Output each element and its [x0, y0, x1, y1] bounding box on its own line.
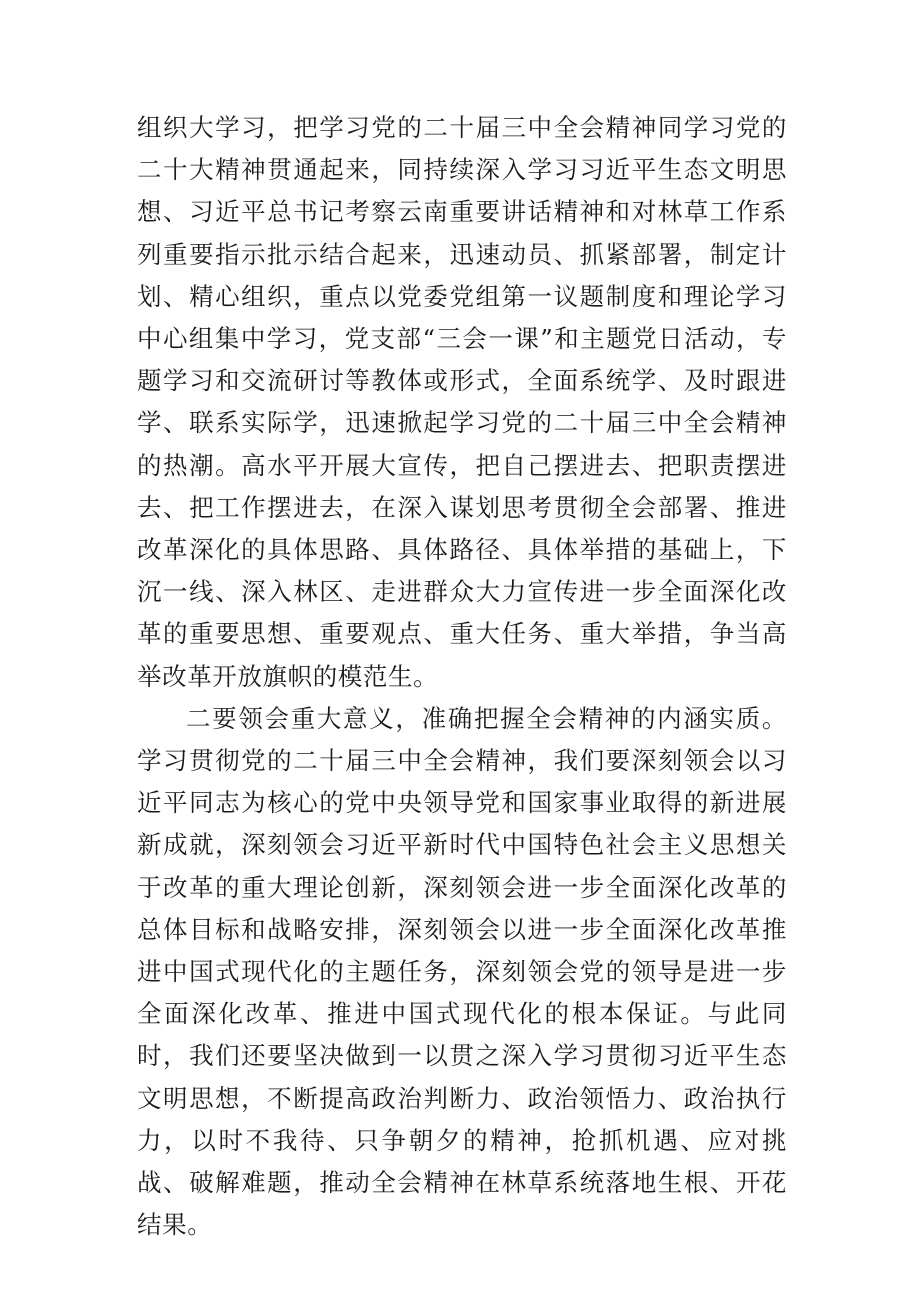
- paragraph-continuation: 组织大学习，把学习党的二十届三中全会精神同学习党的二十大精神贯通起来，同持续深入学习习近平生态文明思想、习近平总书记考察云南重要讲话精神和对林草工作系列重要指示批示结合起来，迅速动员、抓紧部署，制定计划、精心组织，重点以党委党组第一议题制度和理论学习中心组集中学习，党支部“三会一课”和主题党日活动，专题学习和交流研讨等教体或形式，全面系统学、及时跟进学、联系实际学，迅速掀起学习党的二十届三中全会精神的热潮。高水平开展大宣传，把自己摆进去、把职责摆进去、把工作摆进去，在深入谋划思考贯彻全会部署、推进改革深化的具体思路、具体路径、具体举措的基础上，下沉一线、深入林区、走进群众大力宣传进一步全面深化改革的重要思想、重要观点、重大任务、重大举措，争当高举改革开放旗帜的模范生。: [137, 113, 787, 691]
- paragraph-second-point: 二要领会重大意义，准确把握全会精神的内涵实质。学习贯彻党的二十届三中全会精神，我们要深刻领会以习近平同志为核心的党中央领导党和国家事业取得的新进展新成就，深刻领会习近平新时代中国特色社会主义思想关于改革的重大理论创新，深刻领会进一步全面深化改革的总体目标和战略安排，深刻领会以进一步全面深化改革推进中国式现代化的主题任务，深刻领会党的领导是进一步全面深化改革、推进中国式现代化的根本保证。与此同时，我们还要坚决做到一以贯之深入学习贯彻习近平生态文明思想，不断提高政治判断力、政治领悟力、政治执行力，以时不我待、只争朝夕的精神，抢抓机遇、应对挑战、破解难题，推动全会精神在林草系统落地生根、开花结果。: [137, 703, 787, 1240]
- document-body: [137, 107, 787, 1246]
